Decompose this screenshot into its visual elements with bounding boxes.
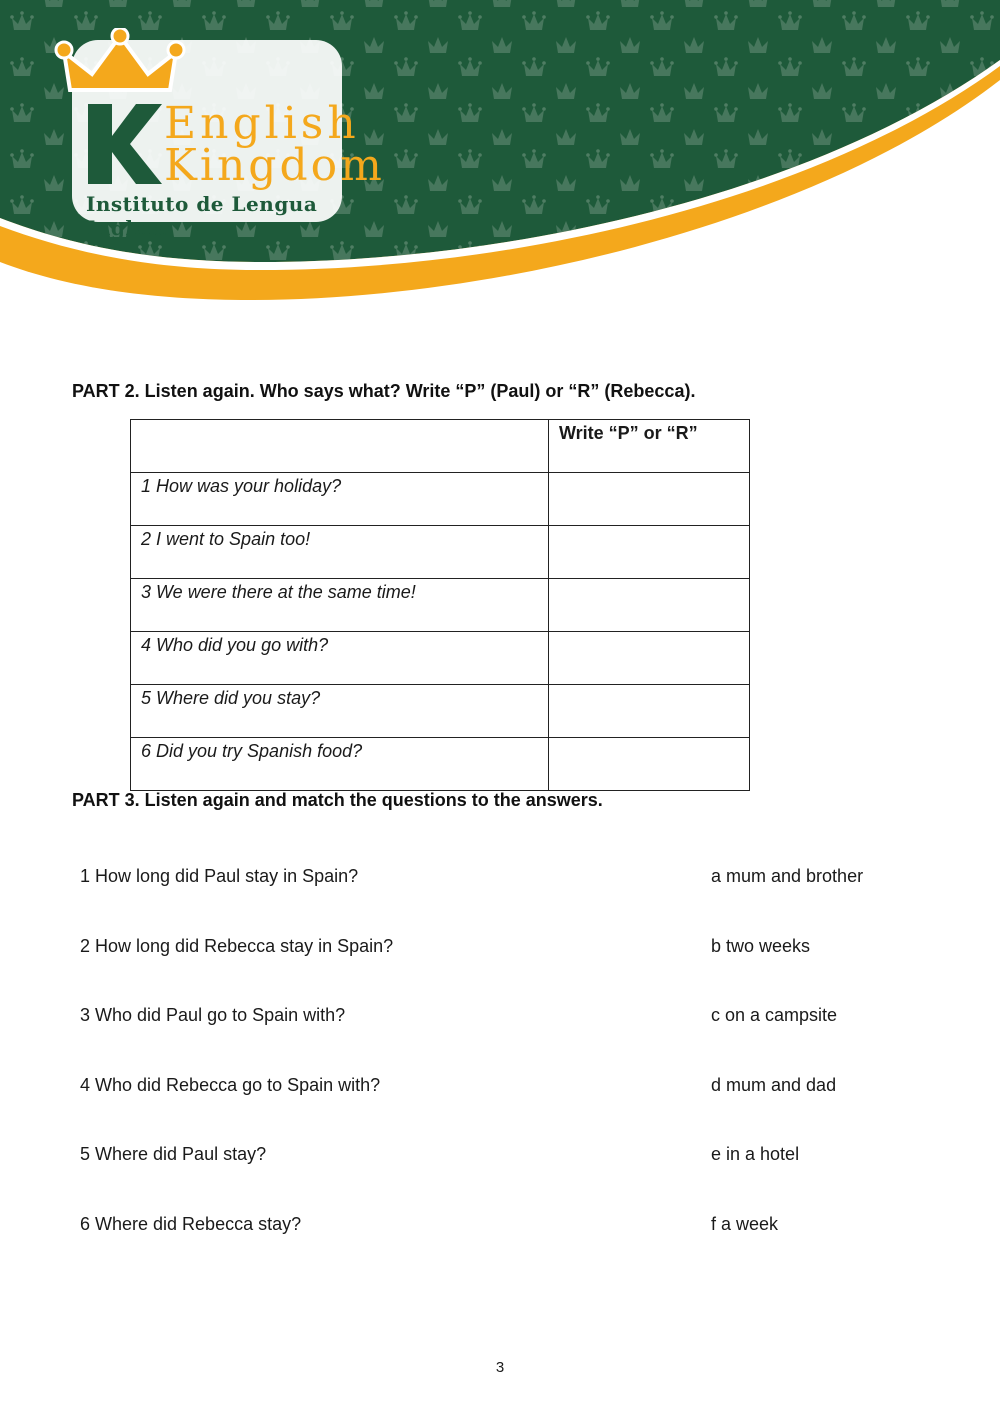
part2-title: PART 2. Listen again. Who says what? Write “P” (Paul) or “R” (Rebecca).: [72, 381, 696, 401]
statement-cell: 1 How was your holiday?: [131, 473, 549, 526]
match-answer[interactable]: d mum and dad: [711, 1075, 837, 1095]
page-number: 3: [495, 1359, 505, 1376]
match-question[interactable]: 6 Where did Rebecca stay?: [80, 1214, 302, 1234]
table-row: [131, 738, 750, 791]
table-row: [131, 579, 750, 632]
part3-title: PART 3. Listen again and match the questions to the answers.: [72, 790, 603, 810]
table-row: [131, 685, 750, 738]
answer-cell[interactable]: [549, 473, 750, 526]
statement-cell: 6 Did you try Spanish food?: [131, 738, 549, 791]
table-row: [131, 632, 750, 685]
statement-cell: 3 We were there at the same time!: [131, 579, 549, 632]
match-answer[interactable]: f a week: [711, 1214, 779, 1234]
answer-cell[interactable]: [549, 632, 750, 685]
statement-cell: 4 Who did you go with?: [131, 632, 549, 685]
match-question[interactable]: 3 Who did Paul go to Spain with?: [80, 1005, 346, 1025]
match-answer[interactable]: c on a campsite: [711, 1005, 838, 1025]
logo-line-1: English: [164, 98, 360, 149]
answer-cell[interactable]: [549, 685, 750, 738]
match-answer[interactable]: b two weeks: [711, 936, 811, 956]
answer-cell[interactable]: [549, 738, 750, 791]
logo-line-3: Instituto de Lengua Inglesa: [86, 192, 318, 240]
table-header-row: [131, 420, 750, 473]
match-question[interactable]: 4 Who did Rebecca go to Spain with?: [80, 1075, 381, 1095]
logo-line-2: Kingdom: [164, 140, 385, 191]
statement-cell: 2 I went to Spain too!: [131, 526, 549, 579]
statement-cell: 5 Where did you stay?: [131, 685, 549, 738]
answer-cell[interactable]: [549, 579, 750, 632]
table-row: [131, 526, 750, 579]
logo: [52, 28, 392, 240]
match-question[interactable]: 1 How long did Paul stay in Spain?: [80, 866, 359, 886]
match-answer[interactable]: a mum and brother: [711, 866, 864, 886]
table-header-blank: [131, 420, 549, 473]
match-answer[interactable]: e in a hotel: [711, 1144, 800, 1164]
table-header-answer: Write “P” or “R”: [549, 420, 750, 473]
match-question[interactable]: 2 How long did Rebecca stay in Spain?: [80, 936, 394, 956]
match-question[interactable]: 5 Where did Paul stay?: [80, 1144, 267, 1164]
answer-cell[interactable]: [549, 526, 750, 579]
table-row: [131, 473, 750, 526]
part2-table: [130, 419, 750, 791]
